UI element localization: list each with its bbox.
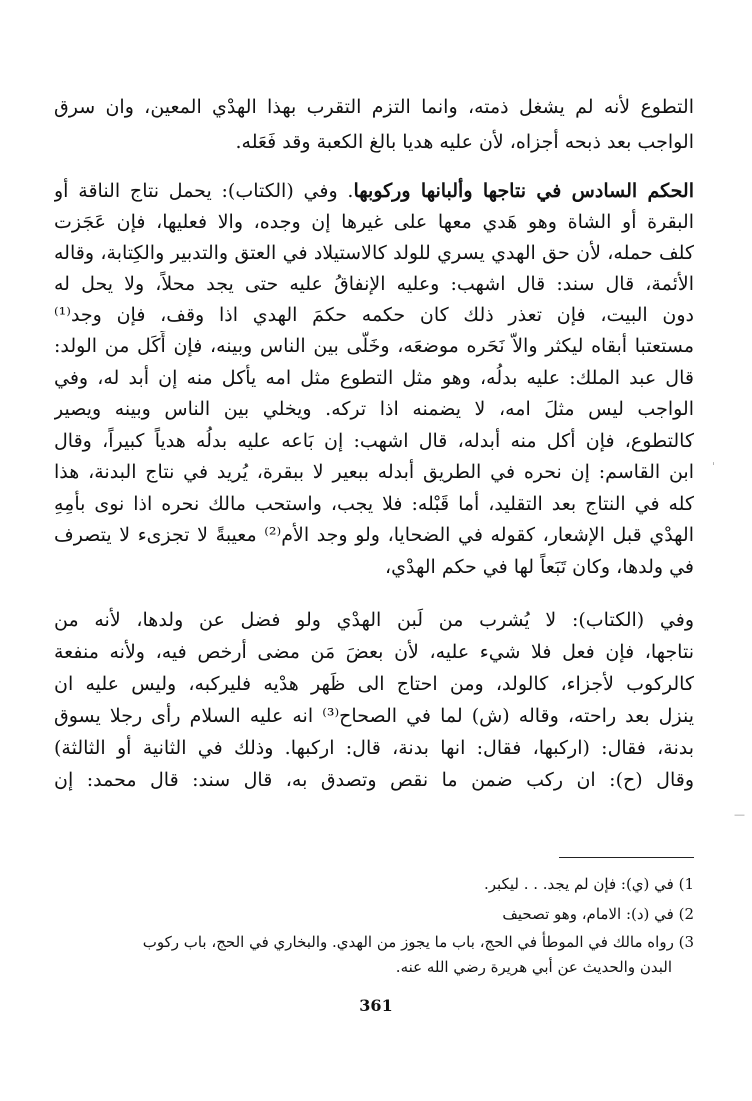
body-line-21: وقال (ح): ان ركب ضمن ما نقص وتصدق به، قال سند: قال محمد: إن <box>54 769 694 791</box>
margin-mark: ˈ <box>712 460 716 473</box>
body-line-4: البقرة أو الشاة وهو هَدي معها على غيرها إن وجده، والا فعليها، فإن عَجَزت <box>54 211 694 233</box>
footnote-separator <box>559 857 694 858</box>
body-line-6: الأئمة، قال سند: قال اشهب: وعليه الإنفاقُ عليه حتى يجد محلاً، ولا يحل له <box>54 273 694 295</box>
margin-mark: — <box>734 808 745 821</box>
body-line-17: نتاجها، فإن فعل فلا شيء عليه، لأن بعضَ مَن مضى أرخص فيه، ولأنه منفعة <box>54 641 694 663</box>
body-line-1: التطوع لأنه لم يشغل ذمته، وانما التزم التقرب بهذا الهدْي المعين، وان سرق <box>54 96 694 118</box>
body-line-3 <box>54 176 694 206</box>
body-line-15: في ولدها، وكان تَبَعاً لها في حكم الهدْي، <box>385 556 694 578</box>
body-line-5: كلف حمله، لأن حق الهدي يسري للولد كالاستيلاد في العتق والتدبير والكِتابة، وقاله <box>54 242 694 264</box>
body-line-19: ينزل بعد راحته، وقاله (ش) لما في الصحاح⁽³⁾ انه عليه السلام رأى رجلا يسوق <box>54 705 694 727</box>
footnote-1: 1) في (ي): فإن لم يجد. . . ليكبر. <box>483 875 694 893</box>
body-line-3-rest: . وفي (الكتاب): يحمل نتاج الناقة أو <box>54 180 354 202</box>
body-line-12: ابن القاسم: إن نحره في الطريق أبدله ببعير لا ببقرة، يُريد في نتاج البدنة، هذا <box>54 461 694 483</box>
footnote-3-continued: البدن والحديث عن أبي هريرة رضي الله عنه. <box>395 958 672 976</box>
footnote-3: 3) رواه مالك في الموطأ في الحج، باب ما يجوز من الهدي. والبخاري في الحج، باب ركوب <box>142 933 694 951</box>
body-line-2: الواجب بعد ذبحه أجزاه، لأن عليه هديا بالغ الكعبة وقد فَعَله. <box>235 131 694 153</box>
body-line-10: الواجب ليس مثلَ امه، لا يضمنه اذا تركه. ويخلي بين الناس وبينه ويصير <box>54 398 694 420</box>
section-heading: الحكم السادس في نتاجها وألبانها وركوبها <box>353 180 694 202</box>
page-number: 361 <box>359 996 393 1015</box>
body-line-16: وفي (الكتاب): لا يُشرب من لَبن الهدْي ولو فضل عن ولدها، لأنه من <box>54 609 694 631</box>
body-line-11: كالتطوع، فإن أكل منه أبدله، قال اشهب: إن بَاعه عليه بدلُه هدياً كبيراً، وقال <box>54 430 694 452</box>
body-line-7: دون البيت، فإن تعذر ذلك كان حكمه حكمَ الهدي اذا وقف، فإن وجد⁽¹⁾ <box>54 304 694 326</box>
body-line-9: قال عبد الملك: عليه بدلُه، وهو مثل التطوع مثل امه يأكل منه إن أبد له، وفي <box>54 367 694 389</box>
body-line-18: كالركوب لأجزاء، كالولد، ومن احتاج الى ظَهر هدْيه فليركبه، وليس عليه ان <box>54 673 694 695</box>
body-line-20: بدنة، فقال: (اركبها، فقال: انها بدنة، قال: اركبها. وذلك في الثانية أو الثالثة) <box>54 737 694 759</box>
body-line-13: كله في النتاج بعد التقليد، أما قَبْله: فلا يجب، واستحب مالك نحره اذا نوى بأمِهِ <box>54 493 694 515</box>
body-line-8: مستعتبا أبقاه ليكثر والاّ نَحَره موضعَه، وخَلّى بين الناس وبينه، فإن أَكَل من الولد: <box>54 335 694 357</box>
footnote-2: 2) في (د): الامام، وهو تصحيف <box>502 905 694 923</box>
body-line-14: الهدْي قبل الإشعار، كقوله في الضحايا، ولو وجد الأم⁽²⁾ معيبةً لا تجزىء لا يتصرف <box>54 524 694 546</box>
